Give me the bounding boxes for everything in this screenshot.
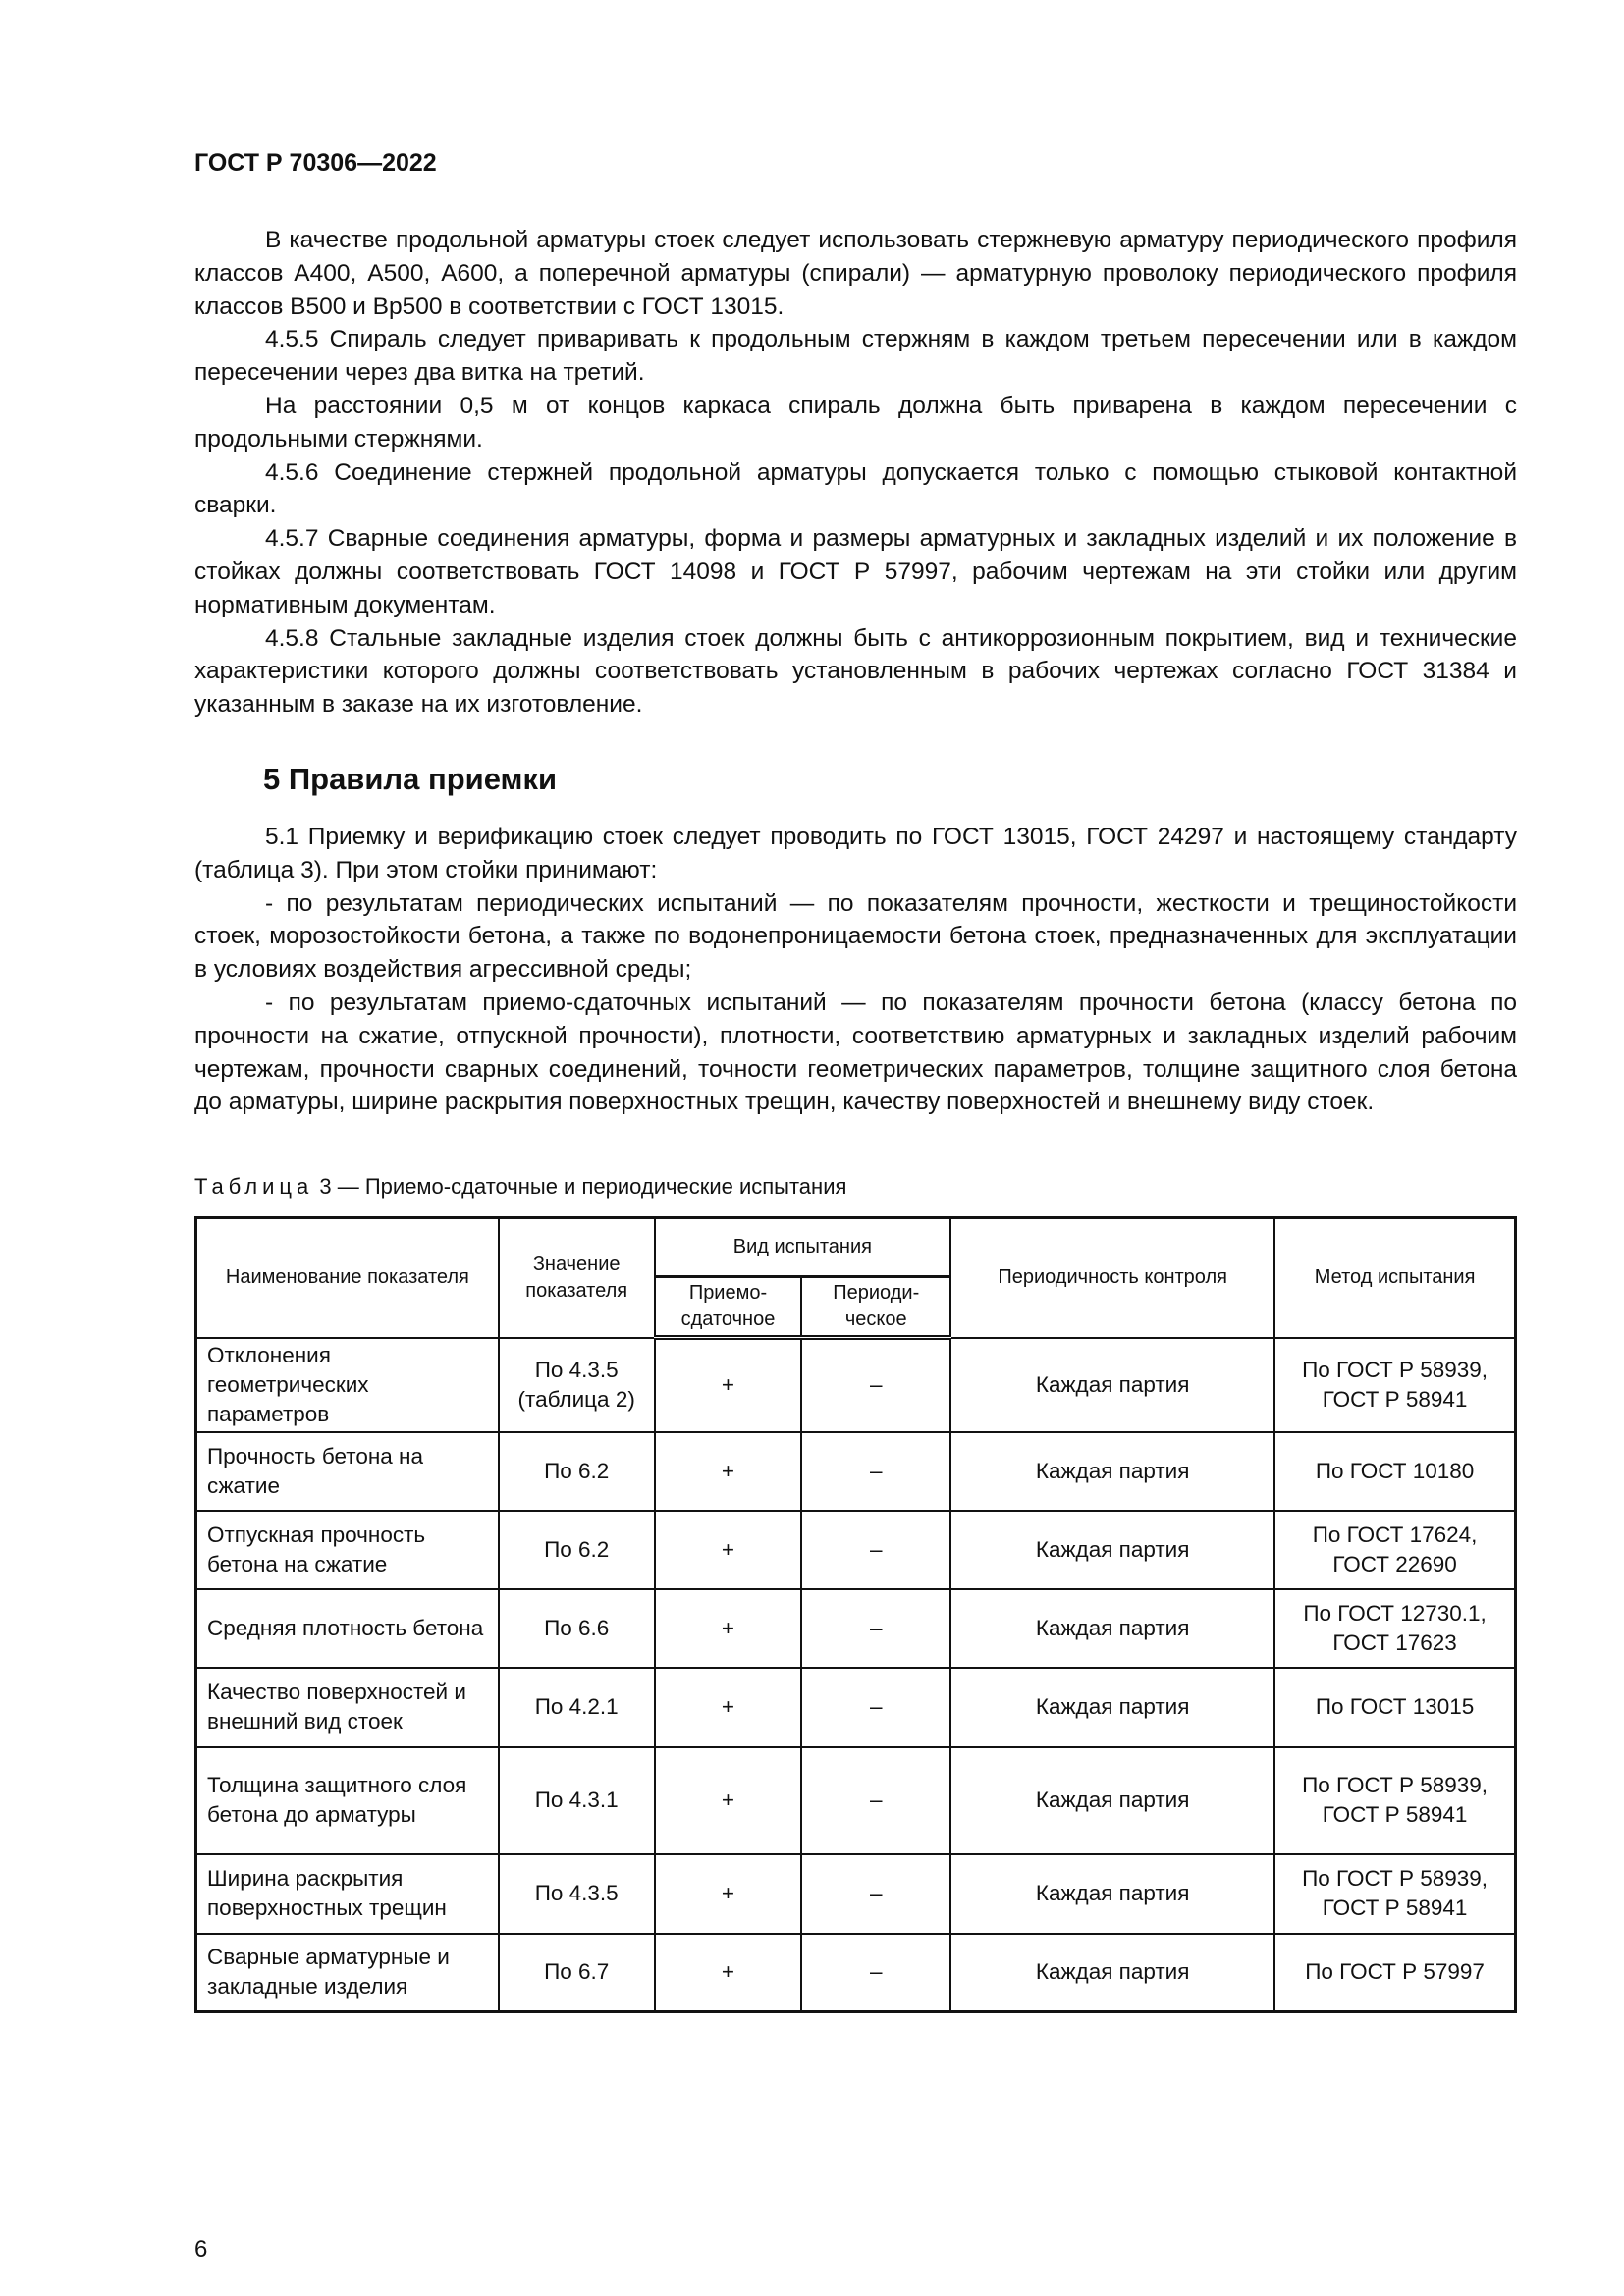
header-test-type: Вид испытания (655, 1218, 951, 1277)
caption-text: 3 — Приемо-сдаточные и периодические испытания (319, 1174, 847, 1199)
paragraph: - по результатам приемо-сдаточных испытаний — по показателям прочности бетона (классу бетона по прочности на сжатие, отпускной прочности), плотности, соответствию арматурных и закладных изделий рабочим чертежам, прочности сварных соединений, точности геометрических параметров, толщине защитного слоя бетона до арматуры, ширине раскрытия поверхностных трещин, качеству поверхностей и внешнему виду стоек. (194, 988, 1517, 1116)
cell-acceptance: + (655, 1747, 802, 1854)
caption-word: Таблица (194, 1174, 314, 1199)
table-row (196, 1338, 1516, 1432)
cell-frequency: Каждая партия (950, 1511, 1274, 1589)
section-4-text (194, 224, 1517, 721)
cell-value: По 4.3.1 (499, 1747, 655, 1854)
cell-acceptance: + (655, 1854, 802, 1934)
cell-name: Толщина защитного слоя бетона до арматуры (196, 1747, 499, 1854)
cell-value: По 4.3.5 (499, 1854, 655, 1934)
paragraph: 4.5.7 Сварные соединения арматуры, форма и размеры арматурных и закладных изделий и их положение в стойках должны соответствовать ГОСТ 14098 и ГОСТ Р 57997, рабочим чертежам на эти стойки или другим нормативным документам. (194, 525, 1517, 618)
table-caption (194, 1174, 846, 1200)
paragraph: 4.5.8 Стальные закладные изделия стоек должны быть с антикоррозионным покрытием, вид и технические характеристики которого должны соответствовать установленным в рабочих чертежах согласно ГОСТ 31384 и указанным в заказе на их изготовление. (194, 624, 1517, 719)
cell-method: По ГОСТ 13015 (1274, 1668, 1515, 1747)
cell-name: Отклонения геометрических параметров (196, 1338, 499, 1432)
cell-name: Сварные арматурные и закладные изделия (196, 1934, 499, 2012)
cell-method: По ГОСТ Р 57997 (1274, 1934, 1515, 2012)
paragraph: 4.5.6 Соединение стержней продольной арматуры допускается только с помощью стыковой контактной сварки. (194, 458, 1517, 519)
cell-method: По ГОСТ Р 58939, ГОСТ Р 58941 (1274, 1338, 1515, 1432)
cell-method: По ГОСТ 17624, ГОСТ 22690 (1274, 1511, 1515, 1589)
section-5-text (194, 821, 1517, 1119)
cell-name: Прочность бетона на сжатие (196, 1432, 499, 1511)
cell-frequency: Каждая партия (950, 1338, 1274, 1432)
paragraph: На расстоянии 0,5 м от концов каркаса спираль должна быть приварена в каждом пересечении с продольными стержнями. (194, 392, 1517, 453)
paragraph: В качестве продольной арматуры стоек следует использовать стержневую арматуру периодического профиля классов А400, А500, А600, а поперечной арматуры (спирали) — арматурную проволоку периодического профиля классов В500 и Вр500 в соответствии с ГОСТ 13015. (194, 227, 1517, 320)
cell-name: Средняя плотность бетона (196, 1589, 499, 1668)
cell-name: Ширина раскрытия поверхностных трещин (196, 1854, 499, 1934)
cell-method: По ГОСТ 12730.1, ГОСТ 17623 (1274, 1589, 1515, 1668)
cell-periodic: – (801, 1589, 950, 1668)
paragraph: 4.5.5 Спираль следует приваривать к продольным стержням в каждом третьем пересечении или в каждом пересечении через два витка на третий. (194, 326, 1517, 387)
cell-acceptance: + (655, 1589, 802, 1668)
header-method: Метод испытания (1274, 1218, 1515, 1338)
table-row (196, 1934, 1516, 2012)
page-number: 6 (194, 2236, 208, 2263)
cell-acceptance: + (655, 1338, 802, 1432)
cell-periodic: – (801, 1668, 950, 1747)
section-5-title: 5 Правила приемки (263, 762, 558, 796)
cell-periodic: – (801, 1511, 950, 1589)
table-row (196, 1747, 1516, 1854)
cell-value: По 6.7 (499, 1934, 655, 2012)
cell-periodic: – (801, 1854, 950, 1934)
cell-acceptance: + (655, 1432, 802, 1511)
tests-table (194, 1216, 1517, 2013)
cell-acceptance: + (655, 1511, 802, 1589)
cell-frequency: Каждая партия (950, 1854, 1274, 1934)
document-header: ГОСТ Р 70306—2022 (194, 149, 437, 177)
table-row (196, 1854, 1516, 1934)
cell-periodic: – (801, 1432, 950, 1511)
cell-value: По 4.2.1 (499, 1668, 655, 1747)
header-periodic: Периоди-ческое (801, 1277, 950, 1338)
cell-frequency: Каждая партия (950, 1432, 1274, 1511)
cell-acceptance: + (655, 1668, 802, 1747)
cell-frequency: Каждая партия (950, 1589, 1274, 1668)
cell-method: По ГОСТ 10180 (1274, 1432, 1515, 1511)
cell-frequency: Каждая партия (950, 1934, 1274, 2012)
cell-value: По 6.2 (499, 1511, 655, 1589)
cell-name: Качество поверхностей и внешний вид стоек (196, 1668, 499, 1747)
header-acceptance: Приемо-сдаточное (655, 1277, 802, 1338)
table-row (196, 1589, 1516, 1668)
cell-frequency: Каждая партия (950, 1668, 1274, 1747)
cell-name: Отпускная прочность бетона на сжатие (196, 1511, 499, 1589)
table-row (196, 1432, 1516, 1511)
cell-method: По ГОСТ Р 58939, ГОСТ Р 58941 (1274, 1747, 1515, 1854)
header-value: Значение показателя (499, 1218, 655, 1338)
cell-periodic: – (801, 1747, 950, 1854)
cell-periodic: – (801, 1338, 950, 1432)
header-name: Наименование показателя (196, 1218, 499, 1338)
cell-value: По 4.3.5 (таблица 2) (499, 1338, 655, 1432)
table-row (196, 1668, 1516, 1747)
table-row (196, 1511, 1516, 1589)
cell-periodic: – (801, 1934, 950, 2012)
paragraph: - по результатам периодических испытаний — по показателям прочности, жесткости и трещиностойкости стоек, морозостойкости бетона, а также по водонепроницаемости бетона стоек, предназначенных для эксплуатации в условиях воздействия агрессивной среды; (194, 889, 1517, 984)
paragraph: 5.1 Приемку и верификацию стоек следует проводить по ГОСТ 13015, ГОСТ 24297 и настоящему стандарту (таблица 3). При этом стойки принимают: (194, 824, 1517, 883)
cell-acceptance: + (655, 1934, 802, 2012)
cell-value: По 6.2 (499, 1432, 655, 1511)
cell-frequency: Каждая партия (950, 1747, 1274, 1854)
cell-value: По 6.6 (499, 1589, 655, 1668)
cell-method: По ГОСТ Р 58939, ГОСТ Р 58941 (1274, 1854, 1515, 1934)
header-frequency: Периодичность контроля (950, 1218, 1274, 1338)
